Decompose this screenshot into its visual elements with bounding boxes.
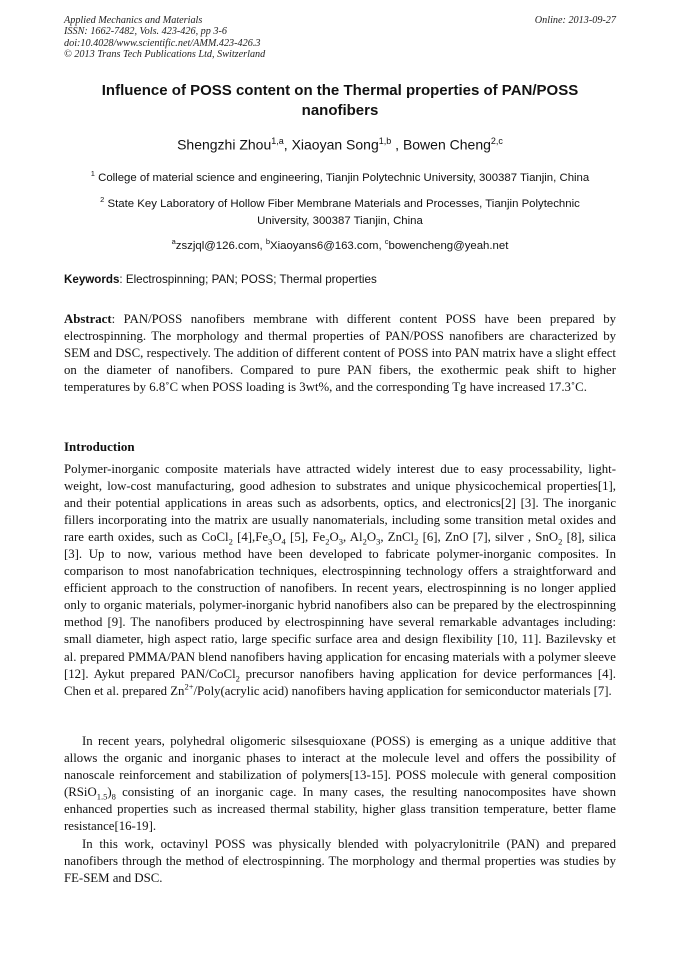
affiliation-1 [64,165,616,187]
email-marker: a [171,237,176,246]
journal-header [64,15,616,61]
abstract-label: Abstract [64,312,112,326]
abstract [64,311,616,396]
journal-name: Applied Mechanics and Materials [64,15,203,26]
email-link[interactable]: zszjql@126.com, [175,239,266,252]
author-name: Xiaoyan Song [291,136,379,153]
doi-line: doi:10.4028/www.scientific.net/AMM.423-426.3 [64,37,261,49]
online-date: Online: 2013-09-27 [534,15,616,26]
author-affiliation-marker: 1,b [378,136,392,146]
affiliation-text: College of material science and engineering, Tianjin Polytechnic University, 300387 Tianjin, China [98,171,590,184]
email-marker: b [265,237,270,246]
affiliation-marker: 1 [90,169,95,178]
email-link[interactable]: Xiaoyans6@163.com, [270,239,385,252]
author-affiliation-marker: 1,a [271,136,284,146]
issn-line: ISSN: 1662-7482, Vols. 423-426, pp 3-6 [64,26,227,38]
author-list: Shengzhi Zhou$^{1,a}$, Xiaoyan Song$^{1,b}$ , Bowen Cheng$^{2,c}$ [177,136,503,153]
author-name: Shengzhi Zhou [177,136,272,153]
section-heading-introduction: Introduction [64,439,135,454]
author-name: Bowen Cheng [402,136,491,153]
keywords-label: Keywords [64,273,120,286]
keywords-text: : Electrospinning; PAN; POSS; Thermal properties [119,273,377,286]
copyright-line: © 2013 Trans Tech Publications Ltd, Switzerland [64,49,266,61]
email-link[interactable]: bowencheng@yeah.net [388,239,509,252]
paper-title [64,81,616,120]
affiliation-text: University, 300387 Tianjin, China [257,215,423,228]
introduction-paragraph-3: In this work, octavinyl POSS was physically blended with polyacrylonitrile (PAN) and prepared nanofibers through the method of electrospinning. The morphology and thermal properties was studies by FE-SEM and DSC. [64,837,616,886]
introduction-paragraph-2: In recent years, polyhedral oligomeric silsesquioxane (POSS) is emerging as a unique additive that allows the organic and inorganic phases to interact at the molecule level and offers the possibility of nanoscale reinforcement and stabilization of polymers[13-15]. POSS molecule with general composition $(RSiO_{1.5})_8$ consisting of an inorganic cage. In many cases, the resulting nanocomposites have shown enhanced properties such as increased thermal stability, higher glass transition temperature, better flame resistance[16-19]. [64,734,616,834]
email-marker: c [384,237,389,246]
introduction-paragraph-1: Polymer-inorganic composite materials have attracted widely interest due to easy processability, light-weight, low-cost manufacturing, good adhesion to substrates and unique physicochemical properties[1], and their potential applications in areas such as adsorbents, optics, and electronics[2] [3]. The inorganic fillers incorporating into the matrix are usually nanomaterials, including some transition metal oxides and rare earth oxides, such as CoCl$_2$ $[4],Fe_3O_4$ [5], $Fe_2O_3$, $Al_2O_3$, ZnCl$_2$ [6], ZnO [7], silver , SnO$_2$ [8], silica [3]. Up to now, various method have been developed to fabricate polymer-inorganic composites. In comparison to most nanofabrication techniques, electrospinning technology offers a straightforward and efficient approach to the construction of nanofibers. In recent years, electrospinning is no longer applied only to organic materials, polymer-inorganic hybrid nanofibers also can be prepared by the electrospinning method [9]. The nanofibers produced by electrospinning have several remarkable advantages including: small diameter, high aspect ratio, large specific surface area and design flexibility [10, 11]. Bazilevsky et al. prepared PMMA/PAN blend nanofibers having application for encasing materials with a polymer sleeve [12]. Aykut prepared PAN/CoCl$_2$ precursor nanofibers having application for device performances [4]. Chen et al. prepared $Zn^{2+}/Poly(acrylic$ acid) nanofibers having application for semiconductor materials [7]. [64,462,616,698]
abstract-text: : PAN/POSS nanofibers membrane with different content POSS have been prepared by electrospinning. The morphology and thermal properties of PAN/POSS nanofibers are characterized by SEM and DSC, respectively. The addition of different content of POSS into PAN matrix have a slight effect on the diameter of nanofibers. Compared to pure PAN fibers, the exothermic peak shift to higher temperatures by 6.8˚C when POSS loading is 3wt%, and the corresponding Tg have increased 17.3˚C. [64,312,616,395]
affiliation-2 [64,191,616,231]
author-affiliation-marker: 2,c [490,136,503,146]
keywords [64,273,616,287]
title-line-1: Influence of POSS content on the Thermal properties of PAN/POSS [101,82,579,99]
title-line-2: nanofibers [301,101,379,119]
author-emails [64,235,616,253]
affiliation-text: State Key Laboratory of Hollow Fiber Membrane Materials and Processes, Tianjin Polytechnic [107,197,580,210]
affiliation-marker: 2 [100,195,105,204]
